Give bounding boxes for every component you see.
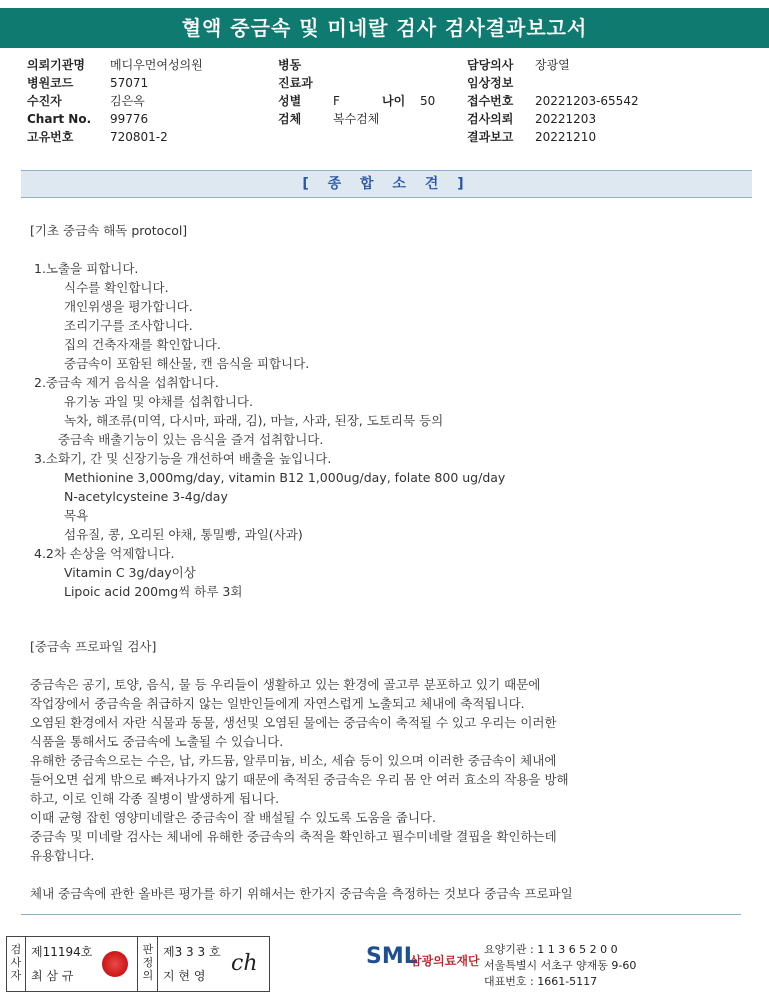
institution-code: 요양기관 : 1 1 3 6 5 2 0 0 [484, 943, 618, 956]
value-unique-no: 720801-2 [110, 130, 168, 144]
summary-section-header: [ 종 합 소 견 ] [21, 170, 752, 198]
footer [0, 932, 769, 1000]
address: 서울특별시 서초구 양재동 9-60 [484, 959, 637, 972]
value-age: 50 [420, 94, 436, 108]
text-line: 체내 중금속에 관한 올바른 평가를 하기 위해서는 한가지 중금속을 측정하는 것보다 중금속 프로파일 [30, 886, 573, 901]
label-hospital-code: 병원코드 [27, 76, 74, 90]
label-report-date: 결과보고 [467, 130, 514, 144]
value-hospital-code: 57071 [110, 76, 149, 90]
label-patient: 수진자 [27, 94, 62, 108]
tester-name: 최 삼 규 [31, 969, 74, 983]
text-line: 중금속 및 미네랄 검사는 체내에 유해한 중금속의 축적을 확인하고 필수미네랄 결핍을 확인하는데 [30, 829, 557, 844]
contact-info [484, 942, 636, 990]
label-age: 나이 [382, 94, 406, 108]
info-col-1 [27, 56, 247, 146]
text-line: 개인위생을 평가합니다. [64, 299, 193, 314]
phone: 대표번호 : 1661-5117 [484, 975, 598, 988]
seal-stamp [102, 951, 128, 977]
value-report-date: 20221210 [535, 130, 597, 144]
text-line: Lipoic acid 200mg씩 하루 3회 [64, 584, 243, 599]
text-line: 중금속 배출기능이 있는 음식을 즐겨 섭취합니다. [58, 432, 324, 447]
label-ward: 병동 [278, 58, 302, 72]
text-line: 녹차, 해조류(미역, 다시마, 파래, 김), 마늘, 사과, 된장, 도토리묵 등의 [64, 413, 444, 428]
text-line: 1.노출을 피합니다. [34, 261, 139, 276]
reviewer-name: 지 현 영 [163, 969, 206, 983]
text-line: Methionine 3,000mg/day, vitamin B12 1,000ug/day, folate 800 ug/day [64, 470, 506, 485]
text-line: 중금속이 포함된 해산물, 캔 음식을 피합니다. [64, 356, 310, 371]
sml-logo: SML [366, 944, 418, 969]
info-col-3 [467, 56, 667, 146]
text-line: 3.소화기, 간 및 신장기능을 개선하여 배출을 높입니다. [34, 451, 332, 466]
divider [21, 914, 741, 915]
value-specimen: 복수검체 [333, 112, 380, 126]
label-institution: 의뢰기관명 [27, 58, 85, 72]
label-doctor: 담당의사 [467, 58, 514, 72]
text-line: 식수를 확인합니다. [64, 280, 169, 295]
text-line: 유기농 과일 및 야채를 섭취합니다. [64, 394, 253, 409]
text-line: 들어오면 쉽게 밖으로 빠져나가지 않기 때문에 축적된 중금속은 우리 몸 안 여러 효소의 작용을 방해 [30, 772, 569, 787]
text-line: 이때 균형 잡힌 영양미네랄은 중금속이 잘 배설될 수 있도록 도움을 줍니다. [30, 810, 436, 825]
label-specimen: 검체 [278, 112, 302, 126]
text-line: [기초 중금속 해독 protocol] [30, 223, 188, 238]
reviewer-label: 판정의 [142, 943, 154, 982]
text-line: 조리기구를 조사합니다. [64, 318, 193, 333]
tester-license: 제11194호 [31, 945, 93, 959]
text-line: 유용합니다. [30, 848, 95, 863]
signature-box [6, 936, 270, 992]
report-title: 혈액 중금속 및 미네랄 검사 검사결과보고서 [0, 8, 769, 48]
org-name: 삼광의료재단 [410, 954, 480, 968]
label-chart-no: Chart No. [27, 112, 92, 126]
label-request-date: 검사의뢰 [467, 112, 514, 126]
value-doctor: 장광열 [535, 58, 570, 72]
text-line: [중금속 프로파일 검사] [30, 639, 157, 654]
text-line: 유해한 중금속으로는 수은, 납, 카드뮴, 알루미늄, 비소, 세슘 등이 있으며 이러한 중금속이 체내에 [30, 753, 557, 768]
value-chart-no: 99776 [110, 112, 149, 126]
tester-label: 검사자 [10, 943, 22, 982]
label-dept: 진료과 [278, 76, 313, 90]
text-line: 하고, 이로 인해 각종 질병이 발생하게 됩니다. [30, 791, 280, 806]
text-line: 목욕 [64, 508, 89, 523]
value-sex: F [333, 94, 340, 108]
text-line: 2.중금속 제거 음식을 섭취합니다. [34, 375, 219, 390]
label-sex: 성별 [278, 94, 302, 108]
text-line: 섬유질, 콩, 오리된 야채, 통밀빵, 과일(사과) [64, 527, 303, 542]
value-patient: 김은옥 [110, 94, 145, 108]
text-line: N-acetylcysteine 3-4g/day [64, 489, 228, 504]
signature: ch [231, 951, 258, 976]
reviewer-license: 제3 3 3 호 [163, 945, 221, 959]
text-line: 집의 건축자재를 확인합니다. [64, 337, 221, 352]
value-receipt-no: 20221203-65542 [535, 94, 639, 108]
label-receipt-no: 접수번호 [467, 94, 514, 108]
text-line: 작업장에서 중금속을 취급하지 않는 일반인들에게 자연스럽게 노출되고 체내에 축적됩니다. [30, 696, 525, 711]
label-unique-no: 고유번호 [27, 130, 74, 144]
text-line: Vitamin C 3g/day이상 [64, 565, 196, 580]
value-institution: 메디우먼여성의원 [110, 58, 203, 72]
text-line: 4.2차 손상을 억제합니다. [34, 546, 175, 561]
text-line: 식품을 통해서도 중금속에 노출될 수 있습니다. [30, 734, 284, 749]
info-col-2 [278, 56, 448, 128]
text-line: 오염된 환경에서 자란 식물과 동물, 생선및 오염된 물에는 중금속이 축적될 수 있고 우리는 이러한 [30, 715, 557, 730]
label-clinical-info: 임상정보 [467, 76, 514, 90]
value-request-date: 20221203 [535, 112, 597, 126]
text-line: 중금속은 공기, 토양, 음식, 물 등 우리들이 생활하고 있는 환경에 골고루 분포하고 있기 때문에 [30, 677, 541, 692]
